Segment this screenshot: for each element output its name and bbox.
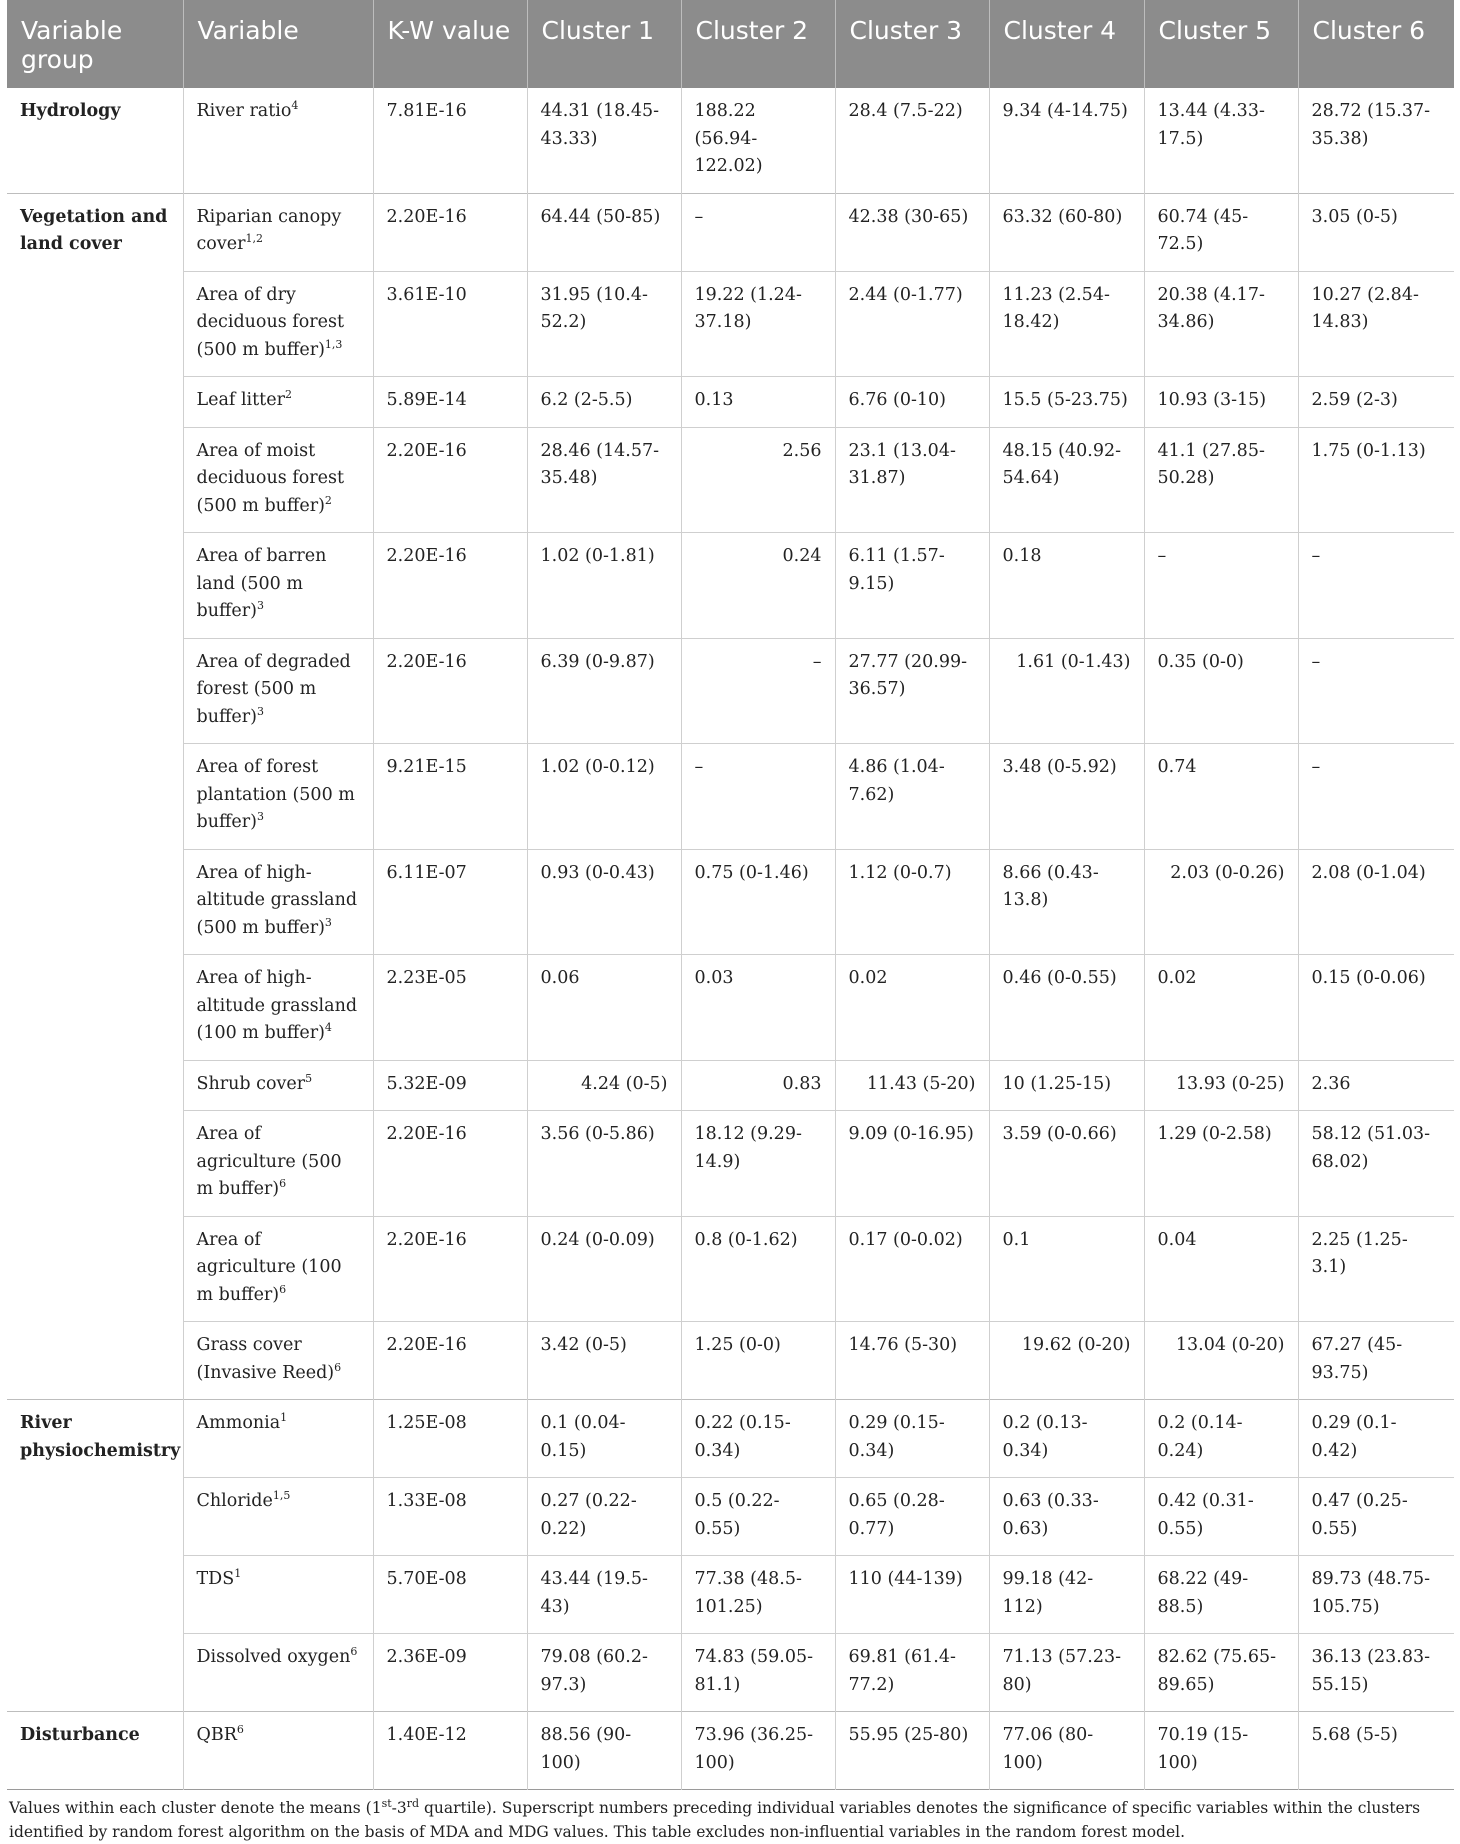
kw-value-cell: 5.32E-09 — [373, 1060, 527, 1111]
cluster-1-cell: 4.24 (0-5) — [527, 1060, 681, 1111]
significance-superscript: 1 — [234, 1567, 242, 1581]
cluster-2-cell: – — [681, 193, 835, 271]
variable-name: Area of high-altitude grassland (100 m buffer) — [196, 968, 358, 1043]
column-header: Cluster 4 — [989, 0, 1144, 88]
cluster-3-cell: 1.12 (0-0.7) — [835, 849, 989, 955]
cluster-4-cell: 3.59 (0-0.66) — [989, 1111, 1144, 1217]
variable-name: Area of agriculture (100 m buffer) — [196, 1229, 342, 1305]
kw-value-cell: 6.11E-07 — [373, 849, 527, 955]
cluster-2-cell: – — [681, 744, 835, 850]
cluster-6-cell: 10.27 (2.84-14.83) — [1311, 284, 1419, 332]
kw-value-cell: 2.20E-16 — [373, 638, 527, 744]
cluster-2-cell: 1.25 (0-0) — [681, 1322, 835, 1400]
column-header: K-W value — [373, 0, 527, 88]
cluster-6-cell: 58.12 (51.03-68.02) — [1311, 1124, 1431, 1172]
cluster-3-cell: 69.81 (61.4-77.2) — [835, 1634, 989, 1712]
variable-cell — [183, 849, 373, 955]
cluster-2-cell: 0.24 — [681, 533, 835, 639]
table-row — [7, 533, 1454, 639]
variable-cell — [183, 1556, 373, 1634]
variable-cell — [183, 193, 373, 271]
table-row — [7, 1478, 1454, 1556]
kw-value-cell: 3.61E-10 — [373, 271, 527, 377]
cluster-4-cell: 0.1 — [989, 1216, 1144, 1322]
variable-name: Area of barren land (500 m buffer) — [196, 546, 327, 621]
cluster-3-cell: 110 (44-139) — [835, 1556, 989, 1634]
cluster-6-cell: 2.59 (2-3) — [1311, 390, 1398, 410]
cluster-2-cell: 0.03 — [681, 955, 835, 1061]
cluster-4-cell: 1.61 (0-1.43) — [989, 638, 1144, 744]
variable-name: River ratio — [196, 101, 292, 121]
cluster-1-cell: 3.42 (0-5) — [527, 1322, 681, 1400]
cluster-3-cell: 9.09 (0-16.95) — [835, 1111, 989, 1217]
kw-value-cell: 1.40E-12 — [373, 1712, 527, 1790]
cluster-5-cell: 13.04 (0-20) — [1144, 1322, 1298, 1400]
variable-name: Area of forest plantation (500 m buffer) — [196, 757, 355, 832]
cluster-3-cell: 0.65 (0.28-0.77) — [835, 1478, 989, 1556]
footnote-text: -3 — [391, 1799, 407, 1817]
significance-superscript: 1 — [280, 1411, 288, 1425]
cluster-1-cell: 43.44 (19.5-43) — [527, 1556, 681, 1634]
cluster-5-cell: 68.22 (49-88.5) — [1144, 1556, 1298, 1634]
cluster-1-cell: 0.06 — [527, 955, 681, 1061]
cluster-6-cell: 28.72 (15.37-35.38) — [1311, 101, 1431, 149]
cluster-5-cell: 10.93 (3-15) — [1144, 377, 1298, 428]
cluster-5-cell: 0.42 (0.31-0.55) — [1144, 1478, 1298, 1556]
kw-value-cell: 1.25E-08 — [373, 1400, 527, 1478]
table-footnote — [7, 1790, 1451, 1844]
cluster-4-cell: 99.18 (42-112) — [989, 1556, 1144, 1634]
cluster-6-cell: 36.13 (23.83-55.15) — [1311, 1647, 1431, 1695]
table-row — [7, 638, 1454, 744]
variable-cell — [183, 1060, 373, 1111]
cluster-1-cell: 6.2 (2-5.5) — [527, 377, 681, 428]
column-header: Cluster 2 — [681, 0, 835, 88]
significance-superscript: 1,2 — [245, 232, 263, 246]
column-header: Cluster 1 — [527, 0, 681, 88]
table-row — [7, 1060, 1454, 1111]
table-row — [7, 193, 1454, 271]
table-row — [7, 1634, 1454, 1712]
cluster-1-cell: 31.95 (10.4-52.2) — [527, 271, 681, 377]
cluster-1-cell: 1.02 (0-1.81) — [527, 533, 681, 639]
cluster-5-cell: 13.93 (0-25) — [1144, 1060, 1298, 1111]
kw-value-cell: 2.20E-16 — [373, 1216, 527, 1322]
kw-value-cell: 5.89E-14 — [373, 377, 527, 428]
cluster-1-cell: 88.56 (90-100) — [527, 1712, 681, 1790]
cluster-3-cell: 55.95 (25-80) — [835, 1712, 989, 1790]
cluster-4-cell: 63.32 (60-80) — [989, 193, 1144, 271]
cluster-2-cell: 74.83 (59.05-81.1) — [681, 1634, 835, 1712]
variable-name: Area of dry deciduous forest (500 m buffer) — [196, 284, 345, 360]
cluster-6-cell: – — [1311, 757, 1321, 777]
significance-superscript: 3 — [256, 810, 264, 824]
table-row — [7, 427, 1454, 533]
significance-superscript: 6 — [236, 1723, 244, 1737]
cluster-6-cell: – — [1311, 651, 1321, 672]
kw-value-cell: 2.20E-16 — [373, 193, 527, 271]
cluster-2-cell: 18.12 (9.29-14.9) — [681, 1111, 835, 1217]
cluster-2-cell: 2.56 — [681, 427, 835, 533]
cluster-4-cell: 15.5 (5-23.75) — [989, 377, 1144, 428]
cluster-3-cell: 28.4 (7.5-22) — [835, 88, 989, 193]
variable-group-cell: Hydrology — [7, 88, 183, 193]
cluster-5-cell: 0.04 — [1144, 1216, 1298, 1322]
kw-value-cell: 7.81E-16 — [373, 88, 527, 193]
cluster-5-cell: 13.44 (4.33-17.5) — [1144, 88, 1298, 193]
significance-superscript: 1,5 — [272, 1489, 291, 1503]
significance-superscript: 6 — [350, 1645, 358, 1659]
significance-superscript: 3 — [256, 599, 264, 613]
cluster-6-cell: 0.29 (0.1-0.42) — [1311, 1413, 1397, 1461]
cluster-5-cell: 82.62 (75.65-89.65) — [1144, 1634, 1298, 1712]
significance-superscript: 6 — [279, 1177, 287, 1191]
cluster-3-cell: 0.02 — [835, 955, 989, 1061]
variable-cell — [183, 1634, 373, 1712]
cluster-3-cell: 4.86 (1.04-7.62) — [835, 744, 989, 850]
variable-cell — [183, 1712, 373, 1790]
cluster-2-cell: 0.13 — [681, 377, 835, 428]
cluster-6-cell: 2.08 (0-1.04) — [1311, 862, 1426, 883]
table-container — [7, 0, 1454, 1844]
cluster-4-cell: 0.46 (0-0.55) — [989, 955, 1144, 1061]
variable-cell — [183, 638, 373, 744]
variable-name: Shrub cover — [196, 1073, 306, 1094]
kw-value-cell: 5.70E-08 — [373, 1556, 527, 1634]
cluster-4-cell: 0.2 (0.13-0.34) — [989, 1400, 1144, 1478]
cluster-4-cell: 8.66 (0.43-13.8) — [989, 849, 1144, 955]
variable-cell — [183, 744, 373, 850]
cluster-2-cell: 0.75 (0-1.46) — [681, 849, 835, 955]
cluster-3-cell: 2.44 (0-1.77) — [835, 271, 989, 377]
variable-name: Area of high-altitude grassland (500 m buffer) — [196, 862, 358, 938]
cluster-6-cell: 5.68 (5-5) — [1311, 1725, 1398, 1745]
variable-name: Grass cover (Invasive Reed) — [196, 1335, 335, 1383]
cluster-4-cell: 0.63 (0.33-0.63) — [989, 1478, 1144, 1556]
table-row — [7, 1556, 1454, 1634]
cluster-4-cell: 9.34 (4-14.75) — [989, 88, 1144, 193]
cluster-4-cell: 3.48 (0-5.92) — [989, 744, 1144, 850]
cluster-2-cell: 77.38 (48.5-101.25) — [681, 1556, 835, 1634]
variable-cell — [183, 271, 373, 377]
variable-cell — [183, 1111, 373, 1217]
variable-group-cell: River physiochemistry — [7, 1400, 183, 1712]
kw-value-cell: 9.21E-15 — [373, 744, 527, 850]
cluster-4-cell: 48.15 (40.92-54.64) — [989, 427, 1144, 533]
cluster-5-cell: 41.1 (27.85-50.28) — [1144, 427, 1298, 533]
variable-group-cell: Disturbance — [7, 1712, 183, 1790]
cluster-4-cell: 77.06 (80-100) — [989, 1712, 1144, 1790]
cluster-3-cell: 6.11 (1.57-9.15) — [835, 533, 989, 639]
cluster-4-cell: 0.18 — [989, 533, 1144, 639]
cluster-3-cell: 11.43 (5-20) — [835, 1060, 989, 1111]
variable-name: Ammonia — [196, 1413, 281, 1433]
variable-name: QBR — [196, 1725, 237, 1745]
column-header: Cluster 6 — [1298, 0, 1454, 88]
column-header: Cluster 5 — [1144, 0, 1298, 88]
variable-cell — [183, 955, 373, 1061]
cluster-3-cell: 42.38 (30-65) — [835, 193, 989, 271]
variable-name: Dissolved oxygen — [196, 1647, 351, 1667]
cluster-6-cell: – — [1311, 546, 1321, 566]
table-body — [7, 88, 1454, 1790]
variable-name: Leaf litter — [196, 390, 285, 410]
significance-superscript: 2 — [324, 493, 332, 507]
footnote-superscript: st — [381, 1796, 392, 1810]
table-row — [7, 377, 1454, 428]
cluster-6-cell: 3.05 (0-5) — [1311, 206, 1398, 227]
cluster-6-cell: 67.27 (45-93.75) — [1311, 1335, 1403, 1383]
cluster-2-cell: – — [681, 638, 835, 744]
cluster-4-cell: 11.23 (2.54-18.42) — [989, 271, 1144, 377]
significance-superscript: 6 — [279, 1282, 287, 1296]
cluster-6-cell: 0.15 (0-0.06) — [1311, 968, 1426, 988]
cluster-5-cell: – — [1144, 533, 1298, 639]
results-table — [7, 0, 1454, 1790]
cluster-5-cell: 20.38 (4.17-34.86) — [1144, 271, 1298, 377]
cluster-3-cell: 0.29 (0.15-0.34) — [835, 1400, 989, 1478]
cluster-2-cell: 0.8 (0-1.62) — [681, 1216, 835, 1322]
cluster-1-cell: 28.46 (14.57-35.48) — [527, 427, 681, 533]
cluster-1-cell: 0.24 (0-0.09) — [527, 1216, 681, 1322]
cluster-4-cell: 71.13 (57.23-80) — [989, 1634, 1144, 1712]
cluster-3-cell: 27.77 (20.99-36.57) — [835, 638, 989, 744]
significance-superscript: 6 — [334, 1360, 342, 1374]
table-row — [7, 744, 1454, 850]
cluster-5-cell: 0.2 (0.14-0.24) — [1144, 1400, 1298, 1478]
cluster-5-cell: 2.03 (0-0.26) — [1144, 849, 1298, 955]
cluster-1-cell: 1.02 (0-0.12) — [527, 744, 681, 850]
variable-cell — [183, 533, 373, 639]
footnote-text: quartile). Superscript numbers preceding individual variables denotes the significance of specific variables within the clusters identified by random forest algorithm on the basis of MDA and MDG values. This table excludes non-influential variables in the random forest model. — [9, 1799, 1421, 1841]
cluster-2-cell: 73.96 (36.25-100) — [681, 1712, 835, 1790]
cluster-2-cell: 0.83 — [681, 1060, 835, 1111]
kw-value-cell: 2.23E-05 — [373, 955, 527, 1061]
kw-value-cell: 2.20E-16 — [373, 427, 527, 533]
table-row — [7, 1712, 1454, 1790]
cluster-5-cell: 1.29 (0-2.58) — [1144, 1111, 1298, 1217]
significance-superscript: 5 — [305, 1071, 313, 1085]
table-row — [7, 1216, 1454, 1322]
table-row — [7, 1400, 1454, 1478]
variable-cell — [183, 377, 373, 428]
cluster-5-cell: 60.74 (45-72.5) — [1144, 193, 1298, 271]
table-row — [7, 849, 1454, 955]
kw-value-cell: 2.20E-16 — [373, 1322, 527, 1400]
cluster-3-cell: 14.76 (5-30) — [835, 1322, 989, 1400]
cluster-1-cell: 0.27 (0.22-0.22) — [527, 1478, 681, 1556]
significance-superscript: 3 — [324, 915, 332, 929]
cluster-2-cell: 0.22 (0.15-0.34) — [681, 1400, 835, 1478]
cluster-6-cell: 2.25 (1.25-3.1) — [1311, 1229, 1408, 1277]
table-row — [7, 88, 1454, 193]
variable-cell — [183, 1322, 373, 1400]
cluster-4-cell: 19.62 (0-20) — [989, 1322, 1144, 1400]
significance-superscript: 4 — [291, 99, 299, 113]
cluster-3-cell: 6.76 (0-10) — [835, 377, 989, 428]
cluster-6-cell: 2.36 — [1311, 1073, 1351, 1094]
cluster-3-cell: 0.17 (0-0.02) — [835, 1216, 989, 1322]
variable-name: Riparian canopy cover — [196, 206, 342, 254]
cluster-2-cell: 19.22 (1.24-37.18) — [681, 271, 835, 377]
significance-superscript: 1,3 — [324, 337, 343, 351]
variable-name: Area of moist deciduous forest (500 m buffer) — [196, 440, 345, 516]
variable-cell — [183, 1216, 373, 1322]
table-row — [7, 1322, 1454, 1400]
kw-value-cell: 1.33E-08 — [373, 1478, 527, 1556]
variable-group-cell: Vegetation and land cover — [7, 193, 183, 1400]
variable-name: Chloride — [196, 1491, 273, 1511]
variable-cell — [183, 88, 373, 193]
cluster-1-cell: 0.1 (0.04-0.15) — [527, 1400, 681, 1478]
header-row — [7, 0, 1454, 88]
cluster-5-cell: 0.74 — [1144, 744, 1298, 850]
significance-superscript: 3 — [256, 704, 264, 718]
table-row — [7, 1111, 1454, 1217]
variable-name: Area of degraded forest (500 m buffer) — [196, 651, 351, 727]
cluster-1-cell: 3.56 (0-5.86) — [527, 1111, 681, 1217]
cluster-6-cell: 0.47 (0.25-0.55) — [1311, 1491, 1408, 1539]
table-row — [7, 955, 1454, 1061]
variable-cell — [183, 1400, 373, 1478]
cluster-2-cell: 188.22 (56.94-122.02) — [681, 88, 835, 193]
cluster-1-cell: 6.39 (0-9.87) — [527, 638, 681, 744]
variable-name: TDS — [196, 1569, 235, 1589]
cluster-3-cell: 23.1 (13.04-31.87) — [835, 427, 989, 533]
kw-value-cell: 2.20E-16 — [373, 533, 527, 639]
cluster-2-cell: 0.5 (0.22-0.55) — [681, 1478, 835, 1556]
kw-value-cell: 2.20E-16 — [373, 1111, 527, 1217]
cluster-1-cell: 64.44 (50-85) — [527, 193, 681, 271]
variable-cell — [183, 1478, 373, 1556]
significance-superscript: 4 — [324, 1021, 332, 1035]
cluster-1-cell: 0.93 (0-0.43) — [527, 849, 681, 955]
footnote-superscript: rd — [406, 1796, 420, 1810]
kw-value-cell: 2.36E-09 — [373, 1634, 527, 1712]
cluster-5-cell: 70.19 (15-100) — [1144, 1712, 1298, 1790]
footnote-text: Values within each cluster denote the means (1 — [9, 1799, 382, 1817]
cluster-6-cell: 1.75 (0-1.13) — [1311, 440, 1426, 461]
table-row — [7, 271, 1454, 377]
column-header: Cluster 3 — [835, 0, 989, 88]
cluster-6-cell: 89.73 (48.75-105.75) — [1311, 1569, 1431, 1617]
significance-superscript: 2 — [284, 388, 292, 402]
variable-name: Area of agriculture (500 m buffer) — [196, 1124, 342, 1199]
cluster-5-cell: 0.35 (0-0) — [1144, 638, 1298, 744]
column-header: Variable group — [7, 0, 183, 88]
cluster-1-cell: 44.31 (18.45-43.33) — [527, 88, 681, 193]
cluster-4-cell: 10 (1.25-15) — [989, 1060, 1144, 1111]
table-header — [7, 0, 1454, 88]
variable-cell — [183, 427, 373, 533]
cluster-1-cell: 79.08 (60.2-97.3) — [527, 1634, 681, 1712]
cluster-5-cell: 0.02 — [1144, 955, 1298, 1061]
column-header: Variable — [183, 0, 373, 88]
